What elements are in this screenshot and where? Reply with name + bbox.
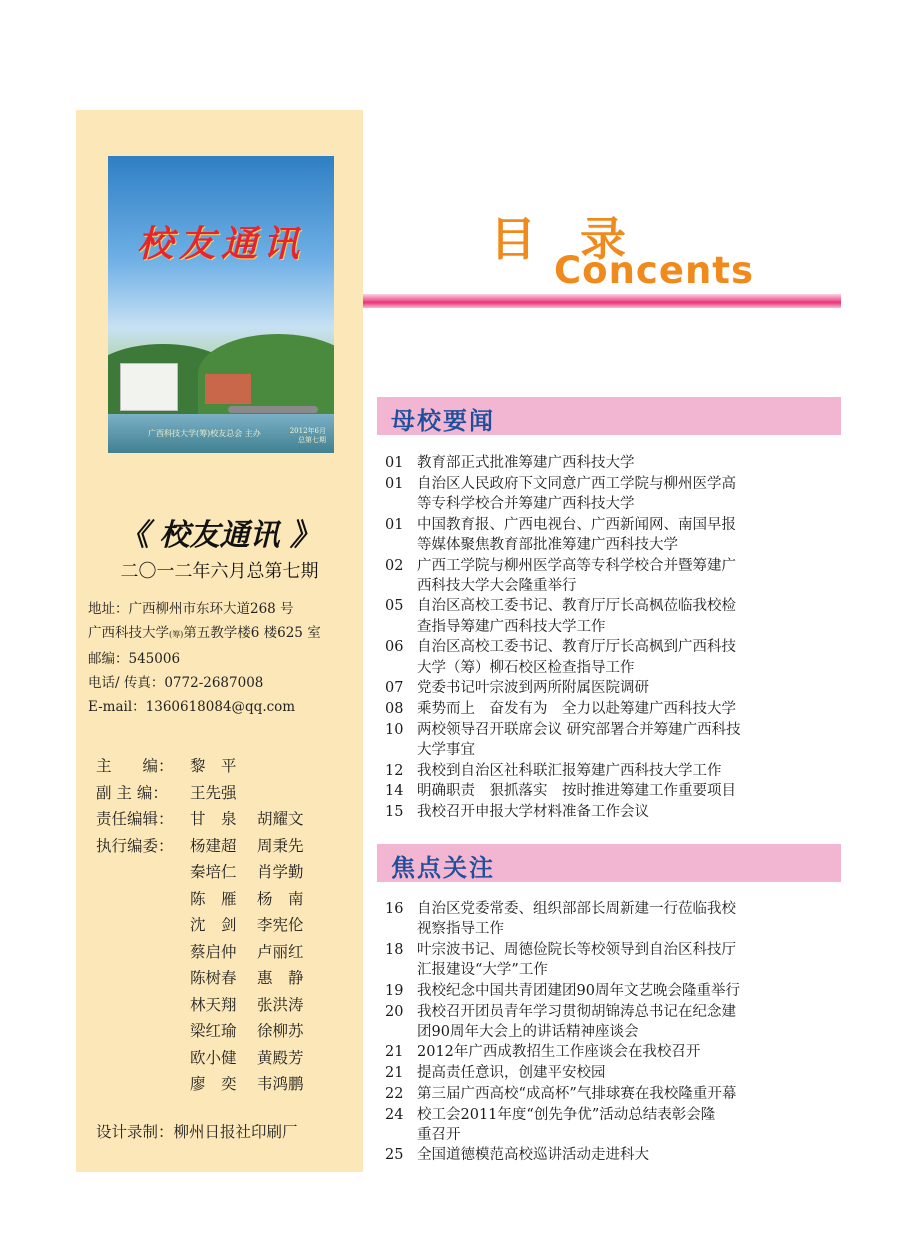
toc-entry-line: 2012年广西成教招生工作座谈会在我校召开 xyxy=(417,1044,701,1061)
toc-page-number: 01 xyxy=(385,516,404,533)
toc-title: 目录 xyxy=(490,212,670,266)
toc-entry-title xyxy=(417,720,845,760)
staff-name: 杨建超 xyxy=(190,836,237,855)
toc-page-number: 02 xyxy=(385,557,404,574)
staff-name: 李宪伦 xyxy=(257,916,304,934)
toc-list xyxy=(385,899,845,1166)
contact-info xyxy=(88,597,321,719)
toc-list xyxy=(385,453,845,823)
toc-page-number: 06 xyxy=(385,639,404,656)
postcode: 邮编：545006 xyxy=(88,651,181,667)
toc-entry[interactable] xyxy=(385,981,845,1001)
staff-name: 黎 平 xyxy=(190,757,237,775)
email: E-mail：1360618084@qq.com xyxy=(88,699,296,715)
staff-name: 沈 剑 xyxy=(190,916,237,934)
toc-entry-title xyxy=(417,761,845,781)
staff-name: 梁红瑜 xyxy=(190,1022,237,1040)
cover-title: 校友通讯 xyxy=(136,223,305,265)
toc-entry-title xyxy=(417,515,845,555)
cover-footer: 广西科技大学(筹)校友总会 主办 xyxy=(148,429,261,438)
toc-page-number: 16 xyxy=(385,901,404,917)
toc-entry-line: 校工会2011年度“创先争优”活动总结表彰会隆 xyxy=(417,1106,716,1123)
toc-entry[interactable] xyxy=(385,802,845,822)
cover-bridge xyxy=(228,406,318,413)
toc-entry[interactable] xyxy=(385,1145,845,1165)
toc-page-number: 25 xyxy=(385,1147,404,1164)
staff-role xyxy=(96,992,190,1019)
toc-entry-title xyxy=(417,1063,845,1083)
staff-row xyxy=(96,1018,304,1045)
toc-entry-line: 教育部正式批准筹建广西科技大学 xyxy=(417,455,635,471)
staff-name: 陈树春 xyxy=(190,969,237,987)
staff-row xyxy=(96,912,304,939)
toc-entry-line: 自治区高校工委书记、教育厅厅长高枫到广西科技 xyxy=(417,639,736,656)
toc-entry[interactable] xyxy=(385,720,845,760)
toc-page-number: 08 xyxy=(385,700,404,717)
staff-row xyxy=(96,833,304,860)
toc-page-number: 14 xyxy=(385,783,404,800)
staff-name: 欧小健 xyxy=(190,1048,237,1067)
toc-entry-title xyxy=(417,899,845,939)
toc-entry-title xyxy=(417,678,845,698)
toc-entry-line: 查指导筹建广西科技大学工作 xyxy=(417,618,606,635)
cover-date-line: 总第七期 xyxy=(298,436,326,444)
staff-row xyxy=(96,1071,304,1098)
staff-name: 林天翔 xyxy=(190,995,237,1014)
staff-name: 徐柳苏 xyxy=(257,1022,304,1040)
staff-name: 卢丽红 xyxy=(257,942,304,961)
toc-entry-title xyxy=(417,1084,845,1104)
toc-entry-line: 自治区人民政府下文同意广西工学院与柳州医学高 xyxy=(417,475,736,492)
toc-page-number: 19 xyxy=(385,982,404,999)
toc-entry-title xyxy=(417,1105,845,1145)
toc-entry-title xyxy=(417,802,845,822)
toc-entry[interactable] xyxy=(385,1105,845,1145)
toc-page-number: 22 xyxy=(385,1085,404,1102)
phone: 电话/ 传真：0772-2687008 xyxy=(88,675,264,691)
staff-name: 王先强 xyxy=(190,783,237,802)
toc-entry[interactable] xyxy=(385,453,845,473)
staff-row xyxy=(96,806,304,833)
staff-name: 黄殿芳 xyxy=(257,1048,304,1067)
staff-role xyxy=(96,1071,190,1098)
staff-row xyxy=(96,859,304,886)
staff-role: 责任编辑： xyxy=(96,810,174,828)
toc-entry-title xyxy=(417,637,845,677)
staff-name: 甘 泉 xyxy=(190,810,237,828)
toc-entry[interactable] xyxy=(385,637,845,677)
toc-entry-title xyxy=(417,596,845,636)
toc-page-number: 15 xyxy=(385,803,404,820)
toc-entry-title xyxy=(417,1002,845,1042)
toc-page-number: 24 xyxy=(385,1106,404,1123)
section-header xyxy=(377,397,841,435)
toc-entry-title xyxy=(417,453,845,473)
address-line: 地址：广西柳州市东环大道268 号 xyxy=(88,601,294,617)
toc-subtitle: Concents xyxy=(554,249,754,292)
cover-date xyxy=(290,427,326,445)
toc-page-number: 21 xyxy=(385,1065,404,1082)
toc-entry[interactable] xyxy=(385,596,845,636)
toc-page-number: 21 xyxy=(385,1044,404,1061)
staff-role xyxy=(96,886,190,913)
toc-entry-line: 大学事宜 xyxy=(417,741,475,758)
toc-entry[interactable] xyxy=(385,699,845,719)
toc-entry-title xyxy=(417,981,845,1001)
staff-name: 韦鸿鹏 xyxy=(257,1075,304,1093)
staff-name: 肖学勤 xyxy=(257,863,304,881)
toc-page-number: 01 xyxy=(385,455,404,471)
staff-row xyxy=(96,992,304,1019)
toc-entry[interactable] xyxy=(385,556,845,596)
toc-page-number: 07 xyxy=(385,680,404,697)
issue-line: 二〇一二年六月总第七期 xyxy=(120,561,319,582)
toc-entry-title xyxy=(417,699,845,719)
staff-name: 陈 雁 xyxy=(190,889,237,908)
toc-entry[interactable] xyxy=(385,1084,845,1104)
design-credit: 设计录制：柳州日报社印刷厂 xyxy=(96,1123,298,1141)
staff-name: 胡耀文 xyxy=(257,810,304,828)
toc-entry-line: 全国道德模范高校巡讲活动走进科大 xyxy=(417,1147,649,1164)
staff-row xyxy=(96,1045,304,1072)
header-rule xyxy=(363,294,841,308)
staff-role xyxy=(96,912,190,939)
toc-entry[interactable] xyxy=(385,515,845,555)
toc-entry-title xyxy=(417,781,845,801)
toc-entry-title xyxy=(417,1145,845,1165)
section-title: 母校要闻 xyxy=(391,406,495,435)
staff-name: 惠 静 xyxy=(257,969,304,987)
toc-page-number: 10 xyxy=(385,721,404,738)
staff-role: 执行编委： xyxy=(96,836,174,855)
toc-entry-line: 大学（筹）柳石校区检查指导工作 xyxy=(417,659,635,676)
toc-entry-line: 中国教育报、广西电视台、广西新闻网、南国早报 xyxy=(417,516,736,533)
toc-entry[interactable] xyxy=(385,940,845,980)
toc-entry-title xyxy=(417,474,845,514)
staff-name: 周秉先 xyxy=(257,836,304,855)
staff-role xyxy=(96,859,190,886)
section-title: 焦点关注 xyxy=(391,853,495,882)
toc-entry-line: 明确职责 狠抓落实 按时推进筹建工作重要项目 xyxy=(417,783,736,800)
staff-role xyxy=(96,1045,190,1072)
magazine-title: 《 校友通讯 》 xyxy=(119,518,320,553)
toc-entry-line: 自治区高校工委书记、教育厅厅长高枫莅临我校检 xyxy=(417,598,736,615)
staff-name: 蔡启仲 xyxy=(190,942,237,961)
staff-role xyxy=(96,1018,190,1045)
toc-entry-line: 汇报建设“大学”工作 xyxy=(417,962,548,979)
toc-entry[interactable] xyxy=(385,761,845,781)
toc-page-number: 12 xyxy=(385,762,404,779)
toc-entry-line: 我校到自治区社科联汇报筹建广西科技大学工作 xyxy=(417,762,722,779)
toc-entry-line: 等专科学校合并筹建广西科技大学 xyxy=(417,495,635,512)
toc-entry-line: 自治区党委常委、组织部部长周新建一行莅临我校 xyxy=(417,901,736,917)
toc-entry-line: 两校领导召开联席会议 研究部署合并筹建广西科技 xyxy=(417,721,741,738)
toc-entry-line: 广西工学院与柳州医学高等专科学校合并暨筹建广 xyxy=(417,557,736,574)
toc-page-number: 01 xyxy=(385,475,404,492)
toc-entry[interactable] xyxy=(385,474,845,514)
cover-date-line: 2012年6月 xyxy=(289,427,326,435)
staff-row xyxy=(96,753,304,780)
left-info-panel xyxy=(76,110,363,1172)
staff-row xyxy=(96,939,304,966)
address-line: 广西科技大学(筹)第五教学楼6 楼625 室 xyxy=(88,625,321,641)
toc-entry-line: 乘势而上 奋发有为 全力以赴筹建广西科技大学 xyxy=(417,700,736,717)
staff-row xyxy=(96,886,304,913)
toc-entry[interactable] xyxy=(385,899,845,939)
toc-entry-line: 我校纪念中国共青团建团90周年文艺晚会隆重举行 xyxy=(417,982,740,999)
staff-name: 张洪涛 xyxy=(257,995,304,1014)
toc-entry-line: 我校召开团员青年学习贯彻胡锦涛总书记在纪念建 xyxy=(417,1003,736,1020)
toc-entry-title xyxy=(417,940,845,980)
toc-entry-title xyxy=(417,1042,845,1062)
toc-entry-line: 提高责任意识，创建平安校园 xyxy=(417,1065,606,1082)
toc-entry-line: 叶宗波书记、周德俭院长等校领导到自治区科技厅 xyxy=(417,941,736,958)
toc-entry[interactable] xyxy=(385,1002,845,1042)
toc-entry[interactable] xyxy=(385,1042,845,1062)
section-header xyxy=(377,844,841,882)
toc-entry-line: 第三届广西高校“成高杯”气排球赛在我校隆重开幕 xyxy=(417,1085,737,1102)
toc-entry[interactable] xyxy=(385,1063,845,1083)
staff-role xyxy=(96,939,190,966)
staff-role xyxy=(96,965,190,992)
toc-entry[interactable] xyxy=(385,678,845,698)
toc-entry-line: 视察指导工作 xyxy=(417,921,504,938)
toc-entry-line: 西科技大学大会隆重举行 xyxy=(417,577,577,594)
toc-page-number: 05 xyxy=(385,598,404,615)
editorial-staff xyxy=(96,753,304,1098)
toc-entry-line: 重召开 xyxy=(417,1126,461,1143)
toc-page-number: 20 xyxy=(385,1003,404,1020)
toc-entry-line: 等媒体聚焦教育部批准筹建广西科技大学 xyxy=(417,536,678,553)
toc-entry[interactable] xyxy=(385,781,845,801)
cover-image xyxy=(108,156,334,453)
toc-entry-line: 党委书记叶宗波到两所附属医院调研 xyxy=(417,680,649,697)
staff-role: 副 主 编： xyxy=(96,783,168,802)
staff-name: 秦培仁 xyxy=(190,863,237,881)
toc-entry-line: 我校召开申报大学材料准备工作会议 xyxy=(417,803,649,820)
cover-building xyxy=(120,363,178,411)
staff-row xyxy=(96,780,304,807)
toc-entry-line: 团90周年大会上的讲话精神座谈会 xyxy=(417,1023,639,1040)
toc-page-number: 18 xyxy=(385,941,404,958)
staff-name: 廖 奕 xyxy=(190,1075,237,1093)
staff-role: 主 编： xyxy=(96,757,174,775)
staff-row xyxy=(96,965,304,992)
toc-entry-title xyxy=(417,556,845,596)
cover-building xyxy=(205,374,251,404)
staff-name: 杨 南 xyxy=(257,889,304,908)
